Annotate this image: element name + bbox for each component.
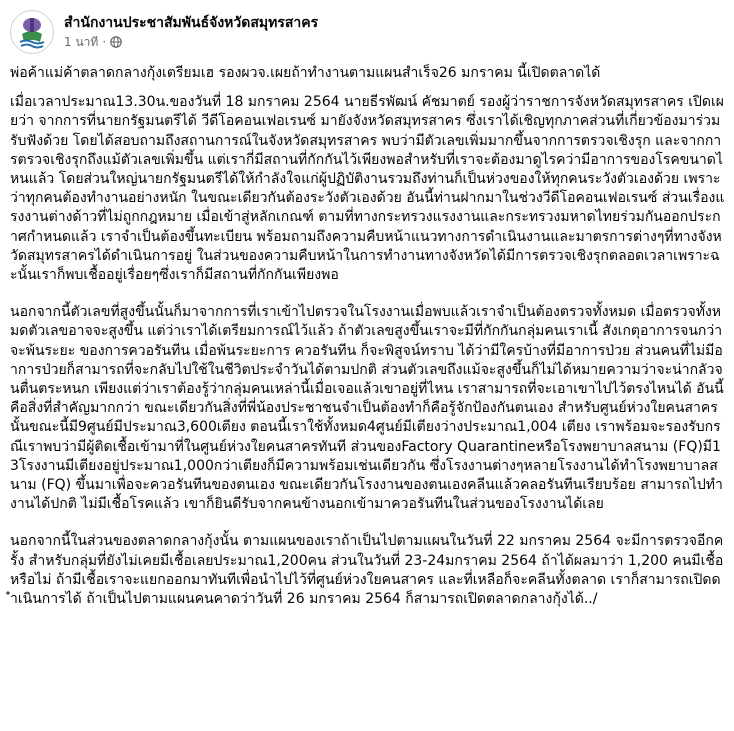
post-meta bbox=[64, 34, 318, 51]
header-text bbox=[64, 14, 318, 51]
meta-separator: · bbox=[102, 34, 107, 49]
post-header bbox=[10, 8, 318, 56]
post-paragraph-3: นอกจากนี้ในส่วนของตลาดกลางกุ้งนั้น ตามแผนของเราถ้าเป็นไปตามแผนในวันที่ 22 มกราคม 2564 จะมีการตรวจอีกครั้ง สำหรับกลุ่มที่ยังไม่เคยมีเชื้อเลยประมาณ1,200คน ส่วนในวันที่ 23-24มกราคม 2564 ถ้าได้ผลมาว่า 1,200 คนมีเชื้อหรือไม่ ถ้ามีเชื้อเราจะแยกออกมาทันทีเพื่อนำไปไว้ที่ศูนย์ห่วงใยคนสาคร และที่เหลือก็จะคลีนทั้งตลาด เราก็สามารถเปิดดำเนินการได้ ถ้าเป็นไปตามแผนคนคาดว่าวันที่ 26 มกราคม 2564 ก็สามารถเปิดตลาดกลางกุ้งได้../ bbox=[10, 533, 724, 608]
page-name-link[interactable]: สำนักงานประชาสัมพันธ์จังหวัดสมุทรสาคร bbox=[64, 14, 319, 31]
post-paragraph-2: นอกจากนี้ตัวเลขที่สูงขึ้นนั้นก็มาจากการที่เราเข้าไปตรวจในโรงงานเมื่อพบแล้วเราจำเป็นต้องตรวจทั้งหมด เมื่อตรวจทั้งหมดตัวเลขอาจจะสูงขึ้น แต่ว่าเราได้เตรียมการณ์ไว้แล้ว ถ้าตัวเลขสูงขึ้นเราจะมีที่กักกันกลุ่มคนเราเนี้ สังเกตุอาการจนกว่าจะพ้นระยะ ของการควอรันทีน เมื่อพ้นระยะการ ควอรันทีน ก็จะพิสูจน์ทราบ ได้ว่ามีใครบ้างที่มีอาการป่วย ส่วนคนที่ไม่มีอาการป่วยก็สามารถที่จะกลับไปใช้ในชีวิตประจำวันได้ตามปกติ ส่วนตัวเลขถึงแม้จะสูงขึ้นก็ไม่ได้หมายความว่าจะน่ากลัวจนตื่นตระหนก เพียงแต่ว่าเราต้องรู้ว่ากลุ่มคนเหล่านี้เมื่อเจอแล้วเขาอยู่ที่ไหน เราสามารถที่จะเอาเขาไปไว้ตรงไหนได้ อันนี้คือสิ่งที่สำคัญมากกว่า ขณะเดียวกันสิ่งที่พี่น้องประชาชนจำเป็นต้องทำก็คือรู้จักป้องกันตนเอง สำหรับศูนย์ห่วงใยคนสาครนั้นขณะนี้มี9ศูนย์มีประมาณ3,600เตียง ตอนนี้เราใช้ทั้งหมด4ศูนย์มีเตียงว่างประมาณ1,004 เตียง เราพร้อมจะรองรับกรณีเราพบว่ามีผู้ติดเชื้อเข้ามาที่ในศูนย์ห่วงใยคนสาครทันที ส่วนของFactory Quarantineหรือโรงพยาบาลสนาม (FQ)มี13โรงงานมีเตียงอยู่ประมาณ1,000กว่าเตียงก็มีความพร้อมเช่นเดียวกัน ซึ่งโรงงานต่างๆหลายโรงงานได้ทำโรงพยาบาลสนาม (FQ) ขึ้นมาเพื่อจะควอรันทีนของตนเอง ขณะเดียวกันโรงงานของตนเองคลีนแล้วคลอรันทีนเรียบร้อย สามารถไปทำงานได้ปกติ ไม่มีเชื้อโรคแล้ว เขาก็ยินดีรับจากคนข้างนอกเข้ามาควอรันทีนในส่วนของโรงงานได้เลย bbox=[10, 304, 724, 513]
post-timestamp[interactable]: 1 นาที bbox=[64, 34, 99, 49]
post-body bbox=[10, 64, 726, 627]
post-headline: พ่อค้าแม่ค้าตลาดกลางกุ้งเตรียมเฮ รองผวจ.เผยถ้าทำงานตามแผนสำเร็จ26 มกราคม นี้เปิดตลาดได้ bbox=[10, 65, 601, 81]
page-avatar[interactable] bbox=[10, 10, 54, 54]
globe-icon[interactable] bbox=[110, 36, 122, 48]
post-paragraph-1: เมื่อเวลาประมาณ13.30น.ของวันที่ 18 มกราคม 2564 นายธีรพัฒน์ คัชมาตย์ รองผู้ว่าราชการจังหวัดสมุทรสาคร เปิดเผยว่า จากการที่นายกรัฐมนตรีได้ วีดีโอคอนเฟอเรนซ์ มายังจังหวัดสมุทรสาคร ซึ่งเราได้เชิญทุกภาคส่วนที่เกี่ยวข้องมาร่วมรับฟังด้วย โดยได้สอบถามถึงสถานการณ์ในจังหวัดสมุทรสาคร พบว่ามีตัวเลขเพิ่มมากขึ้นจากการตรวจเชิงรุก และจากการตรวจเชิงรุกถึงแม้ตัวเลขเพิ่มขึ้น แต่เรากี่มีสถานที่กักกันไว้เพียงพอสำหรับที่เราจะต้องมาดูไรคว่ามีอาการของโรคขนาดไหนแล้ว โดยส่วนใหญ่นายกรัฐมนตรีได้ให้กำลังใจแก่ผู้ปฏิบัติงานรวมถึงท่านก็เป็นห่วงของให้ทุกคนระวังตัวเองด้วย เพราะว่าทุกคนต้องทำงานอย่างหนัก ในขณะเดียวกันต้องระวังตัวเองด้วย อันนี้ท่านฝากมาในช่วงวีดีโอคอนเฟอเรนซ์ ส่วนเรื่องแรงงานต่างด้าวที่ไม่ถูกกฎหมาย เมื่อเข้าสู่หลักเกณฑ์ ตามที่ทางกระทรวงแรงงานและกระทรวงมหาดไทยร่วมกันออกประกาศกำหนดแล้ว เราจำเป็นต้องขึ้นทะเบียน พร้อมถามถึงความคืบหน้าแนวทางการดำเนินงานและมาตรการต่างๆที่ทางจังหวัดสมุทรสาครได้ดำเนินการอยู่ ในส่วนของความคืบหน้าในการทำงานทางจังหวัดได้มีการตรวจเชิงรุกตลอดเวลาเพราะฉะนั้นเราก็พบเชื้ออยู่เรื่อยๆซึ่งเราก็มีสถานที่กักกันเพียงพอ bbox=[10, 94, 725, 284]
provincial-seal-logo bbox=[12, 12, 52, 52]
